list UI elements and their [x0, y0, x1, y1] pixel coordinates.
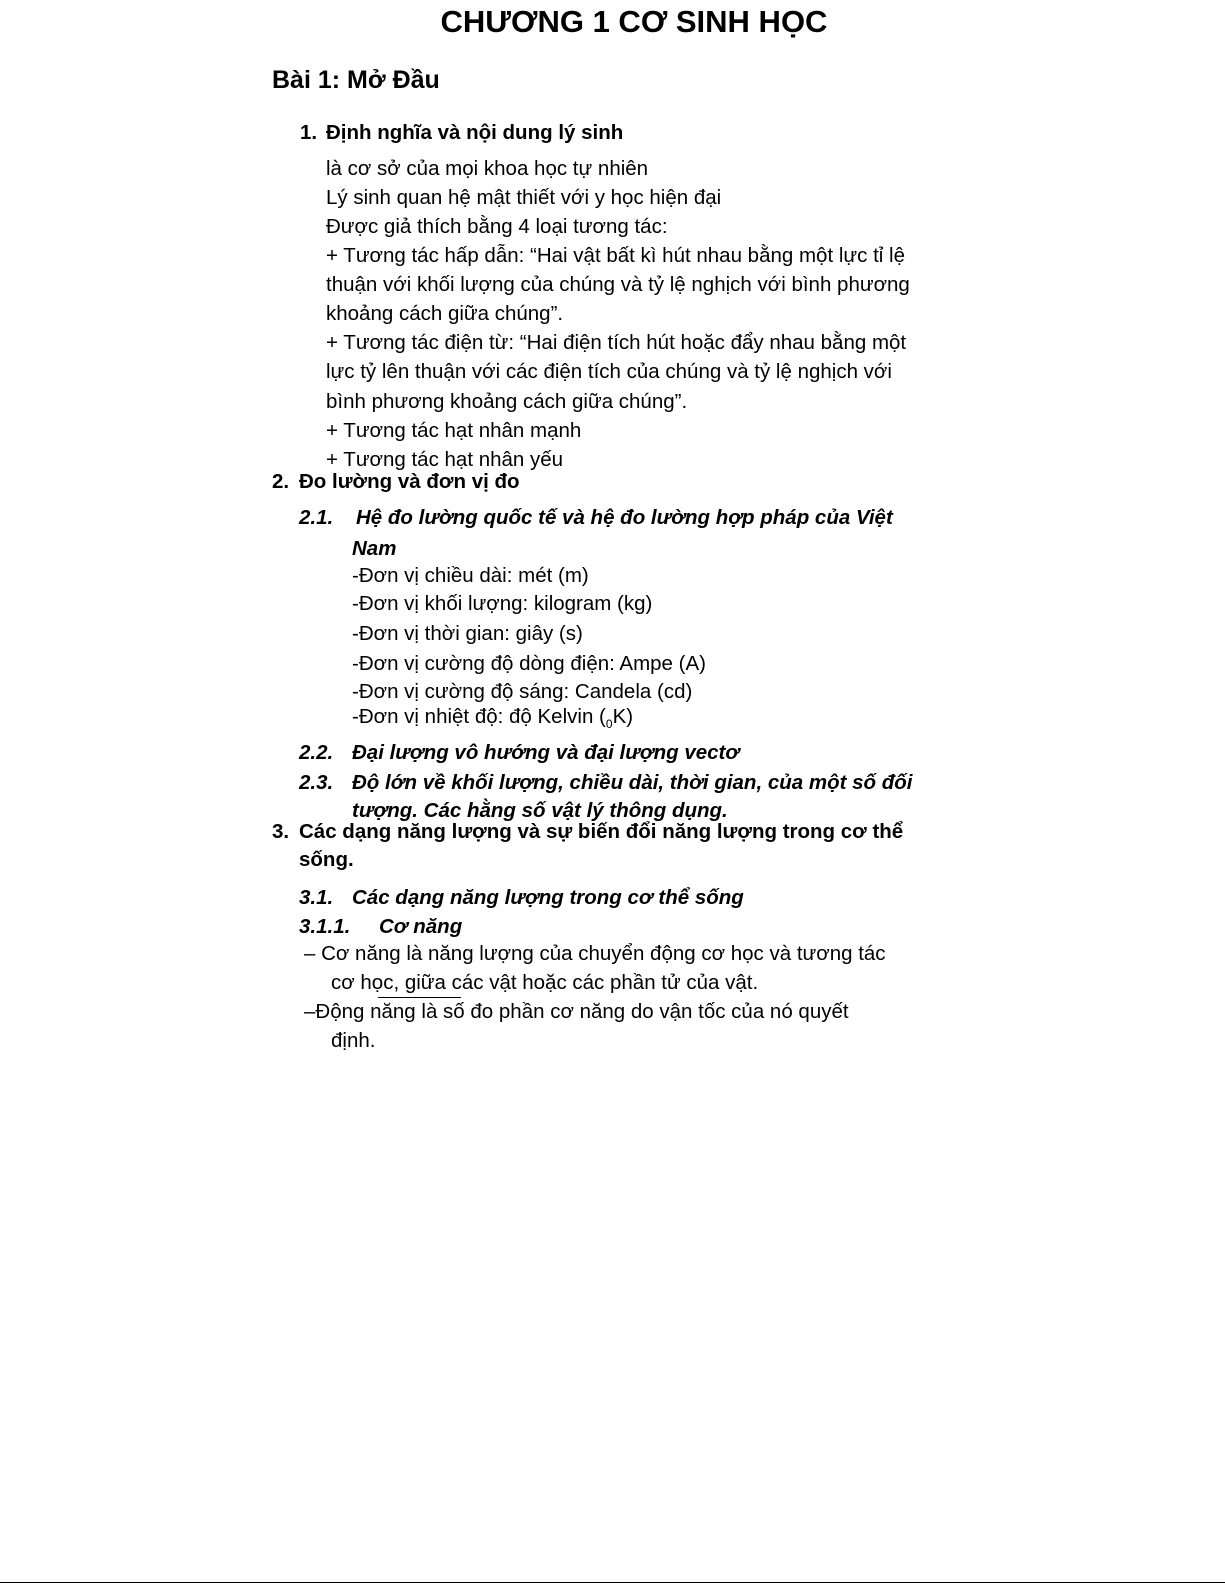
- s1-line: Lý sinh quan hệ mật thiết với y học hiện đại: [326, 186, 722, 209]
- s1-line: là cơ sở của mọi khoa học tự nhiên: [326, 157, 649, 180]
- unit-line-kelvin: [352, 705, 633, 731]
- paragraph-line: định.: [331, 1029, 376, 1052]
- page-bottom-rule: [0, 1582, 1225, 1583]
- section-2-3-heading-cont: tượng. Các hằng số vật lý thông dụng.: [352, 799, 728, 822]
- section-2-1-number: 2.1.: [299, 506, 334, 529]
- section-2-3-heading: Độ lớn về khối lượng, chiều dài, thời gian, của một số đối: [352, 771, 913, 794]
- s1-line: thuận với khối lượng của chúng và tỷ lệ nghịch với bình phương: [326, 273, 910, 296]
- paragraph-line: cơ học, giữa các vật hoặc các phần tử của vật.: [331, 971, 759, 994]
- paragraph-line: – Cơ năng là năng lượng của chuyển động cơ học và tương tác: [304, 942, 886, 965]
- section-2-3-number: 2.3.: [299, 771, 334, 794]
- section-2-2-heading: Đại lượng vô hướng và đại lượng vectơ: [352, 741, 740, 764]
- section-1-number: 1.: [300, 121, 318, 144]
- underline-mark: [378, 997, 461, 998]
- s1-line: + Tương tác hạt nhân yếu: [326, 448, 564, 471]
- paragraph-line: –Động năng là số đo phần cơ năng do vận tốc của nó quyết: [304, 1000, 849, 1023]
- s1-line: + Tương tác điện từ: “Hai điện tích hút hoặc đẩy nhau bằng một: [326, 331, 907, 354]
- unit-line: -Đơn vị chiều dài: mét (m): [352, 564, 589, 587]
- section-3-number: 3.: [272, 820, 290, 843]
- s1-line: + Tương tác hấp dẫn: “Hai vật bất kì hút nhau bằng một lực tỉ lệ: [326, 244, 905, 267]
- lesson-heading: Bài 1: Mở Đầu: [272, 66, 440, 94]
- s1-line: + Tương tác hạt nhân mạnh: [326, 419, 582, 442]
- chapter-title: CHƯƠNG 1 CƠ SINH HỌC: [440, 4, 828, 39]
- kelvin-subscript: 0: [605, 717, 613, 732]
- section-1-heading: Định nghĩa và nội dung lý sinh: [326, 121, 624, 144]
- kelvin-suffix: K): [612, 705, 634, 728]
- kelvin-prefix: -Đơn vị nhiệt độ: độ Kelvin (: [352, 705, 606, 728]
- section-3-1-1-heading: Cơ năng: [379, 915, 463, 938]
- s1-line: Được giả thích bằng 4 loại tương tác:: [326, 215, 668, 238]
- section-2-1-heading-cont: Nam: [352, 537, 397, 560]
- unit-line: -Đơn vị thời gian: giây (s): [352, 622, 583, 645]
- s1-line: lực tỷ lên thuận với các điện tích của chúng và tỷ lệ nghịch với: [326, 360, 892, 383]
- section-3-1-heading: Các dạng năng lượng trong cơ thể sống: [352, 886, 744, 909]
- section-2-1-heading: Hệ đo lường quốc tế và hệ đo lường hợp pháp của Việt: [356, 506, 893, 529]
- section-3-1-number: 3.1.: [299, 886, 334, 909]
- unit-line: -Đơn vị cường độ sáng: Candela (cd): [352, 680, 693, 703]
- s1-line: khoảng cách giữa chúng”.: [326, 302, 564, 325]
- section-2-heading: Đo lường và đơn vị đo: [299, 470, 520, 493]
- section-3-1-1-number: 3.1.1.: [299, 915, 351, 938]
- unit-line: -Đơn vị cường độ dòng điện: Ampe (A): [352, 652, 706, 675]
- unit-line: -Đơn vị khối lượng: kilogram (kg): [352, 592, 653, 615]
- section-2-number: 2.: [272, 470, 290, 493]
- s1-line: bình phương khoảng cách giữa chúng”.: [326, 390, 688, 413]
- section-3-heading-cont: sống.: [299, 848, 354, 871]
- section-2-2-number: 2.2.: [299, 741, 334, 764]
- section-3-heading: Các dạng năng lượng và sự biến đổi năng lượng trong cơ thể: [299, 820, 904, 843]
